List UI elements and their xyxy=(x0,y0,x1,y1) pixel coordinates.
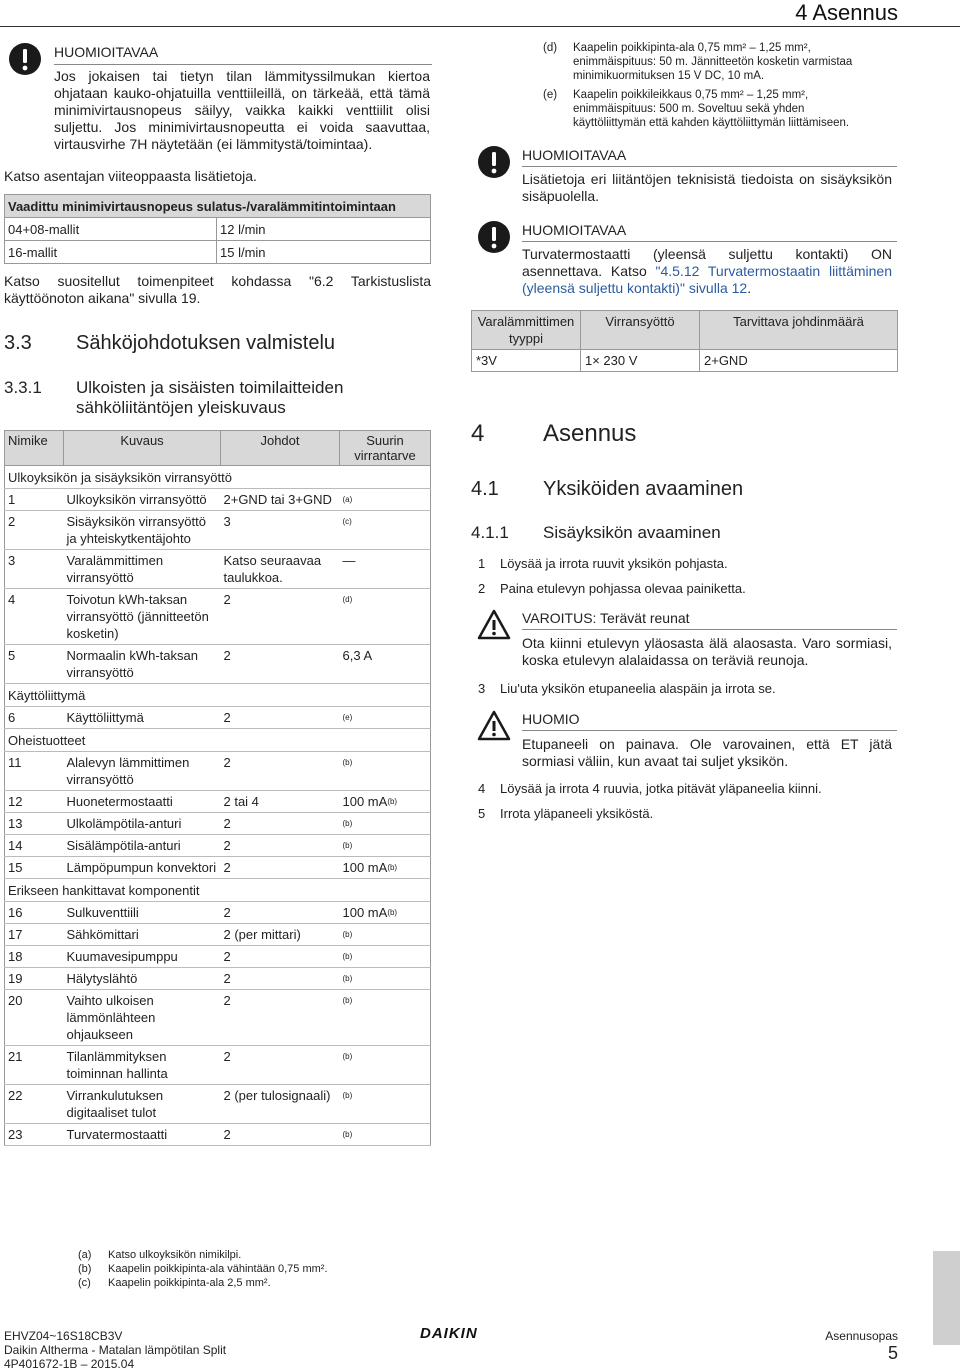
list-item: 1 Löysää ja irrota ruuvit yksikön pohjasta. xyxy=(478,556,728,571)
section-3-3-heading: 3.3 Sähköjohdotuksen valmistelu xyxy=(4,332,336,354)
section-4-1-1-heading: 4.1.1 Sisäyksikön avaaminen xyxy=(471,523,721,542)
footnote: (b) Kaapelin poikkipinta-ala vähintään 0,75 mm². xyxy=(78,1263,328,1275)
warning-sharp-edges xyxy=(477,606,897,670)
footnote: (a) Katso ulkoyksikön nimikilpi. xyxy=(78,1249,242,1261)
col-header: Varalämmittimen tyyppi xyxy=(472,311,581,350)
chapter-header-title: 4 Asennus xyxy=(795,0,898,25)
table-row: 1 Ulkoyksikön virransyöttö 2+GND tai 3+GND $^{(a)}$ xyxy=(5,489,431,511)
table-row: 3 Varalämmittimen virransyöttö Katso seuraavaa taulukkoa. — xyxy=(5,550,431,589)
table-row: 21 Tilanlämmityksen toiminnan hallinta 2 $^{(b)}$ xyxy=(5,1046,431,1085)
table-row: 15 Lämpöpumpun konvektori 2 100 $mA^{(b)}$ xyxy=(5,857,431,879)
note-title: VAROITUS: Terävät reunat xyxy=(522,610,690,626)
table-row: 19 Hälytyslähtö 2 $^{(b)}$ xyxy=(5,968,431,990)
col-header: Kuvaus xyxy=(64,431,221,466)
note-body: Turvatermostaatti (yleensä suljettu kontakti) ON asennettava. Katso "4.5.12 Turvatermostaatin liittäminen (yleensä suljettu kontakti)" sivulla 12. xyxy=(522,246,892,296)
col-header: Virransyöttö xyxy=(581,311,700,350)
exclamation-icon xyxy=(477,220,511,254)
note-body: Ota kiinni etulevyn yläosasta älä alaosasta. Varo sormiasi, koska etulevyn alalaidassa on teräviä reunoja. xyxy=(522,635,892,668)
table-row: 23 Turvatermostaatti 2 $^{(b)}$ xyxy=(5,1124,431,1146)
table-group-row: Oheistuotteet xyxy=(5,729,431,752)
footer-left: EHVZ04~16S18CB3V Daikin Altherma - Matalan lämpötilan Split 4P401672-1B – 2015.04 xyxy=(4,1329,227,1371)
exclamation-icon xyxy=(8,42,42,76)
table-group-row: Erikseen hankittavat komponentit xyxy=(5,879,431,902)
note-huomioitavaa-1 xyxy=(8,40,432,160)
warning-triangle-icon xyxy=(477,709,511,743)
col-header: Tarvittava johdinmäärä xyxy=(700,311,898,350)
table-row: 12 Huonetermostaatti 2 tai 4 100 $mA^{(b)}$ xyxy=(5,791,431,813)
note-title: HUOMIOITAVAA xyxy=(522,222,627,238)
table-row: 16 Sulkuventtiili 2 100 $mA^{(b)}$ xyxy=(5,902,431,924)
chapter-4-heading: 4 Asennus xyxy=(471,420,637,447)
table-row: *3V 1× 230 V 2+GND xyxy=(472,350,898,372)
connections-table xyxy=(4,430,431,1146)
backup-heater-table xyxy=(471,310,898,372)
header-rule xyxy=(0,26,960,27)
warning-triangle-icon xyxy=(477,608,511,642)
refer-text: Katso asentajan viiteoppaasta lisätietoja. xyxy=(4,168,257,184)
footnote: (c) Kaapelin poikkipinta-ala 2,5 mm². xyxy=(78,1277,271,1289)
col-header: Nimike xyxy=(5,431,64,466)
table-row: 11 Alalevyn lämmittimen virransyöttö 2 $^{(b)}$ xyxy=(5,752,431,791)
footnotes xyxy=(78,1248,328,1290)
note-title: HUOMIO xyxy=(522,711,580,727)
table-row: 16-mallit 15 l/min xyxy=(5,241,431,264)
col-header: Suurin virrantarve xyxy=(340,431,431,466)
list-item: 2 Paina etulevyn pohjassa olevaa painiketta. xyxy=(478,581,746,596)
table-row: 6 Käyttöliittymä 2 $^{(e)}$ xyxy=(5,707,431,729)
table-row: 14 Sisälämpötila-anturi 2 $^{(b)}$ xyxy=(5,835,431,857)
note-body: Jos jokaisen tai tietyn tilan lämmityssilmukan kiertoa ohjataan kauko-ohjatuilla venttiileillä, on tärkeää, että tämä minimivirtausnopeus säilyy, vaikka kaikki venttiilit olisi suljettu. Jos minimivirtausnopeutta ei voida saavuttaa, virtausvirhe 7H näytetään (ei lämmitystä/toimintaa). xyxy=(54,68,430,152)
table-row: 5 Normaalin kWh-taksan virransyöttö 2 6,3 A xyxy=(5,645,431,684)
table-row: 04+08-mallit 12 l/min xyxy=(5,218,431,241)
table-row: 22 Virrankulutuksen digitaaliset tulot 2 (per tulosignaali) $^{(b)}$ xyxy=(5,1085,431,1124)
section-4-1-heading: 4.1 Yksiköiden avaaminen xyxy=(471,478,744,500)
col-header: Johdot xyxy=(221,431,340,466)
table-row: 2 Sisäyksikön virransyöttö ja yhteiskytkentäjohto 3 $^{(c)}$ xyxy=(5,511,431,550)
min-flow-header: Vaadittu minimivirtausnopeus sulatus-/varalämmitintoimintaan xyxy=(5,195,431,218)
table-group-row: Käyttöliittymä xyxy=(5,684,431,707)
note-huomioitavaa-3 xyxy=(477,218,897,300)
table-row: 4 Toivotun kWh-taksan virransyöttö (jännitteetön kosketin) 2 $^{(d)}$ xyxy=(5,589,431,645)
note-title: HUOMIOITAVAA xyxy=(522,147,627,163)
table-row: 17 Sähkömittari 2 (per mittari) $^{(b)}$ xyxy=(5,924,431,946)
list-item: 4 Löysää ja irrota 4 ruuvia, jotka pitävät yläpaneelia kiinni. xyxy=(478,781,822,796)
note-body: Lisätietoja eri liitäntöjen teknisistä tiedoista on sisäyksikön sisäpuolella. xyxy=(522,171,892,204)
footnote-d: (d) Kaapelin poikkipinta-ala 0,75 mm² – 1,25 mm², enimmäispituus: 50 m. Jännitteetön kosketin varmistaa minimikuormituksen 15 V DC, 10 mA. xyxy=(543,42,853,82)
list-item: 3 Liu'uta yksikön etupaneelia alaspäin ja irrota se. xyxy=(478,681,776,696)
min-flow-table xyxy=(4,194,431,264)
footer-right: Asennusopas 5 xyxy=(825,1329,898,1363)
caution-note xyxy=(477,707,897,771)
daikin-logo: DAIKIN xyxy=(420,1325,478,1342)
exclamation-icon xyxy=(477,145,511,179)
footnote-e: (e) Kaapelin poikkileikkaus 0,75 mm² – 1,25 mm², enimmäispituus: 500 m. Soveltuu sekä yhden käyttöliittymän että kahden käyttöliittymän liittämiseen. xyxy=(543,89,850,129)
table-row: 13 Ulkolämpötila-anturi 2 $^{(b)}$ xyxy=(5,813,431,835)
page-edge-tab xyxy=(933,1251,960,1345)
recommend-text: Katso suositellut toimenpiteet kohdassa "6.2 Tarkistuslista käyttöönoton aikana" sivulla 19. xyxy=(4,273,431,306)
table-row: 20 Vaihto ulkoisen lämmönlähteen ohjaukseen 2 $^{(b)}$ xyxy=(5,990,431,1046)
table-row: 18 Kuumavesipumppu 2 $^{(b)}$ xyxy=(5,946,431,968)
note-huomioitavaa-2 xyxy=(477,143,897,213)
section-3-3-1-heading: 3.3.1 Ulkoisten ja sisäisten toimilaitteiden sähköliitäntöjen yleiskuvaus xyxy=(4,378,344,417)
cross-reference-link[interactable]: "4.5.12 Turvatermostaatin liittäminen (yleensä suljettu kontakti)" sivulla 12 xyxy=(522,263,892,296)
note-title: HUOMIOITAVAA xyxy=(54,44,159,60)
list-item: 5 Irrota yläpaneeli yksiköstä. xyxy=(478,806,654,821)
note-body: Etupaneeli on painava. Ole varovainen, että ET jätä sormiasi väliin, kun avaat tai suljet yksikön. xyxy=(522,736,892,769)
table-group-row: Ulkoyksikön ja sisäyksikön virransyöttö xyxy=(5,466,431,489)
